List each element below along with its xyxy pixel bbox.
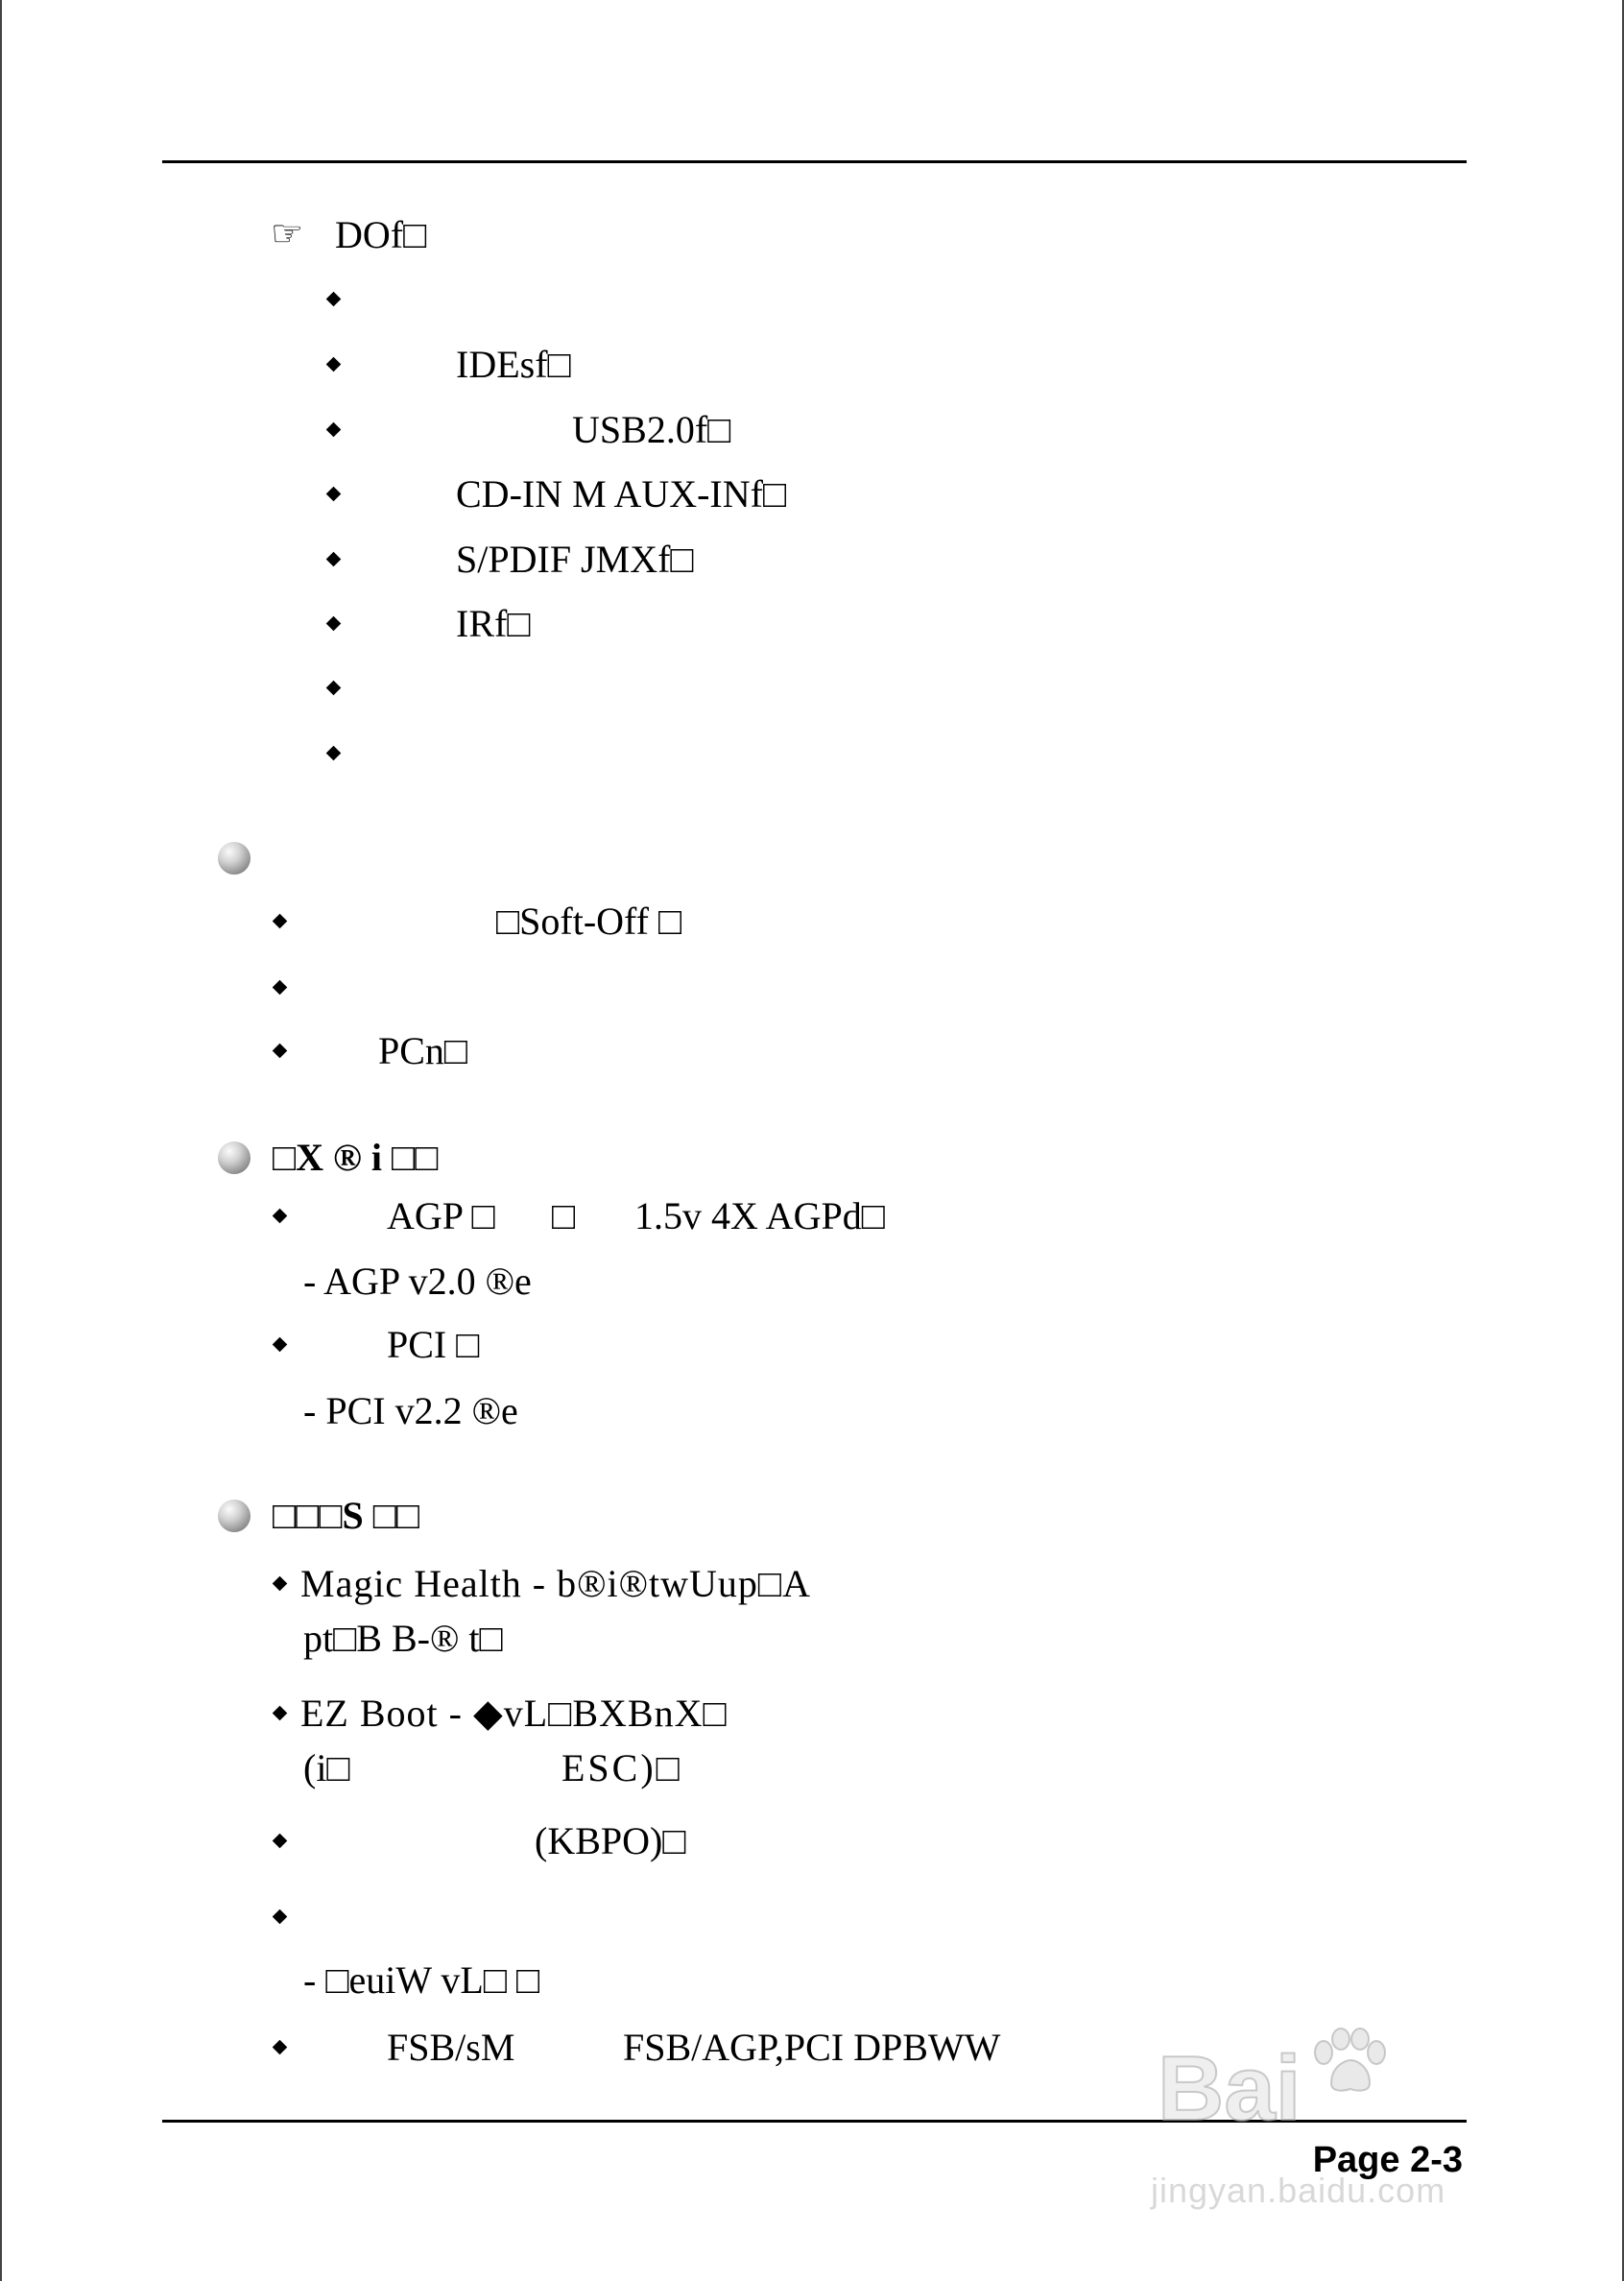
diamond-bullet-icon xyxy=(326,681,342,696)
section-line: □Soft-Off □ xyxy=(496,900,682,943)
diamond-bullet-icon xyxy=(273,1209,288,1224)
pointing-hand-icon xyxy=(271,214,303,252)
diamond-bullet-icon xyxy=(273,1576,288,1592)
watermark-url: jingyan.baidu.com xyxy=(1151,2171,1446,2210)
diamond-bullet-icon xyxy=(273,980,288,996)
section-subline: pt□B B-® t□ xyxy=(303,1617,503,1660)
diamond-bullet-icon xyxy=(326,487,342,502)
page-number: Page 2-3 xyxy=(1312,2140,1463,2180)
section-line: FSB/sM xyxy=(387,2026,515,2069)
diamond-bullet-icon xyxy=(273,1337,288,1353)
intro-heading: DOf□ xyxy=(335,213,427,256)
section-subline: - AGP v2.0 ®e xyxy=(303,1260,532,1303)
diamond-bullet-icon xyxy=(273,2040,288,2055)
diamond-bullet-icon xyxy=(326,746,342,761)
diamond-bullet-icon xyxy=(273,914,288,929)
intro-item: USB2.0f□ xyxy=(572,408,731,451)
diamond-bullet-icon xyxy=(326,552,342,567)
intro-item: S/PDIF JMXf□ xyxy=(456,538,694,581)
section-title: □□□S □□ xyxy=(273,1494,420,1537)
section-line: (KBPO)□ xyxy=(535,1819,686,1862)
diamond-bullet-icon xyxy=(273,1706,288,1721)
section-subline: (i□ xyxy=(303,1746,350,1789)
diamond-bullet-icon xyxy=(326,357,342,372)
watermark-brand: Bai xyxy=(1158,2037,1302,2140)
diamond-bullet-icon xyxy=(273,1909,288,1925)
diamond-bullet-icon xyxy=(326,292,342,307)
paw-icon xyxy=(1302,2028,1391,2097)
diamond-bullet-icon xyxy=(326,616,342,632)
section-line: EZ Boot - ◆vL□BXBnX□ xyxy=(300,1692,728,1735)
section-line: PCI □ xyxy=(387,1323,480,1366)
section-line: Magic Health - b®i®twUup□A xyxy=(300,1562,811,1605)
section-line: □ xyxy=(552,1194,576,1237)
section-line: AGP □ xyxy=(387,1194,495,1237)
intro-item: CD-IN M AUX-INf□ xyxy=(456,472,787,516)
diamond-bullet-icon xyxy=(326,422,342,438)
diamond-bullet-icon xyxy=(273,1044,288,1059)
sphere-bullet-icon xyxy=(218,1141,251,1174)
section-subline: ESC)□ xyxy=(561,1746,682,1789)
intro-item: IRf□ xyxy=(456,602,531,645)
diamond-bullet-icon xyxy=(273,1834,288,1849)
sphere-bullet-icon xyxy=(218,842,251,875)
section-subline: - PCI v2.2 ®e xyxy=(303,1389,518,1432)
sphere-bullet-icon xyxy=(218,1500,251,1532)
section-line: FSB/AGP,PCI DPBWW xyxy=(623,2026,1001,2069)
section-subline: - □euiW vL□ □ xyxy=(303,1958,540,2002)
section-title: □X ® i □□ xyxy=(273,1136,439,1179)
section-line: PCn□ xyxy=(378,1029,468,1072)
section-line: 1.5v 4X AGPd□ xyxy=(634,1194,885,1237)
intro-item: IDEsf□ xyxy=(456,343,571,386)
header-rule xyxy=(162,160,1467,163)
